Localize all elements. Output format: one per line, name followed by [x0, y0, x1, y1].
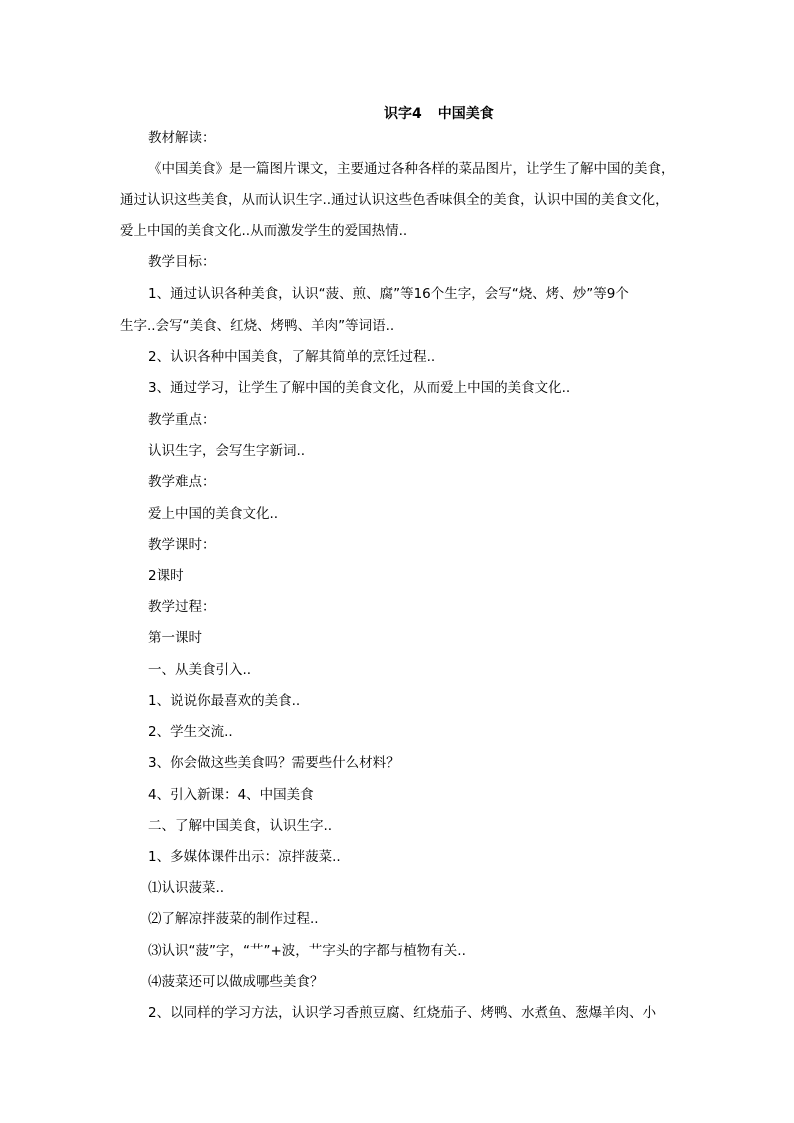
paragraph-line: ⑵了解凉拌菠菜的制作过程.. — [148, 911, 319, 927]
section-heading-teaching-goals: 教学目标： — [148, 254, 216, 270]
paragraph-line: ⑴认识菠菜.. — [148, 880, 225, 896]
paragraph-line: ⑷菠菜还可以做成哪些美食？ — [148, 974, 324, 990]
paragraph-line: 通过认识这些美食，从而认识生字..通过认识这些色香味俱全的美食，认识中国的美食文化， — [120, 192, 669, 208]
paragraph-line: 爱上中国的美食文化..从而激发学生的爱国热情.. — [120, 223, 408, 239]
section-heading-key-points: 教学重点： — [148, 412, 216, 428]
paragraph-line: 《中国美食》是一篇图片课文，主要通过各种各样的菜品图片，让学生了解中国的美食， — [148, 161, 675, 177]
title-prefix: 识字4 — [384, 106, 422, 122]
paragraph-line: 1、说说你最喜欢的美食.. — [148, 693, 301, 709]
paragraph-line: 认识生字，会写生字新词.. — [148, 443, 306, 459]
paragraph-line: 1、多媒体课件出示：凉拌菠菜.. — [148, 849, 341, 865]
section-heading-difficulties: 教学难点： — [148, 474, 216, 490]
section-heading-teaching-process: 教学过程： — [148, 599, 216, 615]
paragraph-line: 1、通过认识各种美食，认识“菠、煎、腐”等16个生字，会写“烧、烤、炒”等9个 — [148, 286, 629, 302]
paragraph-line: ⑶认识“菠”字，“艹”+波，艹字头的字都与植物有关.. — [148, 943, 466, 959]
paragraph-line: 2、以同样的学习方法，认识学习香煎豆腐、红烧茄子、烤鸭、水煮鱼、葱爆羊肉、小 — [148, 1005, 657, 1021]
paragraph-line: 2、认识各种中国美食，了解其简单的烹饪过程.. — [148, 349, 436, 365]
paragraph-line: 第一课时 — [148, 630, 202, 646]
section-heading-textbook-reading: 教材解读： — [148, 130, 216, 146]
title-main: 中国美食 — [437, 106, 494, 122]
paragraph-line: 3、你会做这些美食吗？需要些什么材料？ — [148, 755, 400, 771]
paragraph-line: 4、引入新课：4、中国美食 — [148, 787, 314, 803]
document-title — [384, 104, 494, 124]
paragraph-line: 2课时 — [148, 568, 184, 584]
paragraph-line: 二、了解中国美食，认识生字.. — [148, 818, 333, 834]
section-heading-class-hours: 教学课时： — [148, 537, 216, 553]
paragraph-line: 3、通过学习，让学生了解中国的美食文化，从而爱上中国的美食文化.. — [148, 380, 571, 396]
paragraph-line: 一、从美食引入.. — [148, 662, 252, 678]
paragraph-line: 爱上中国的美食文化.. — [148, 506, 279, 522]
paragraph-line: 生字..会写“美食、红烧、烤鸭、羊肉”等词语.. — [120, 318, 395, 334]
paragraph-line: 2、学生交流.. — [148, 724, 233, 740]
